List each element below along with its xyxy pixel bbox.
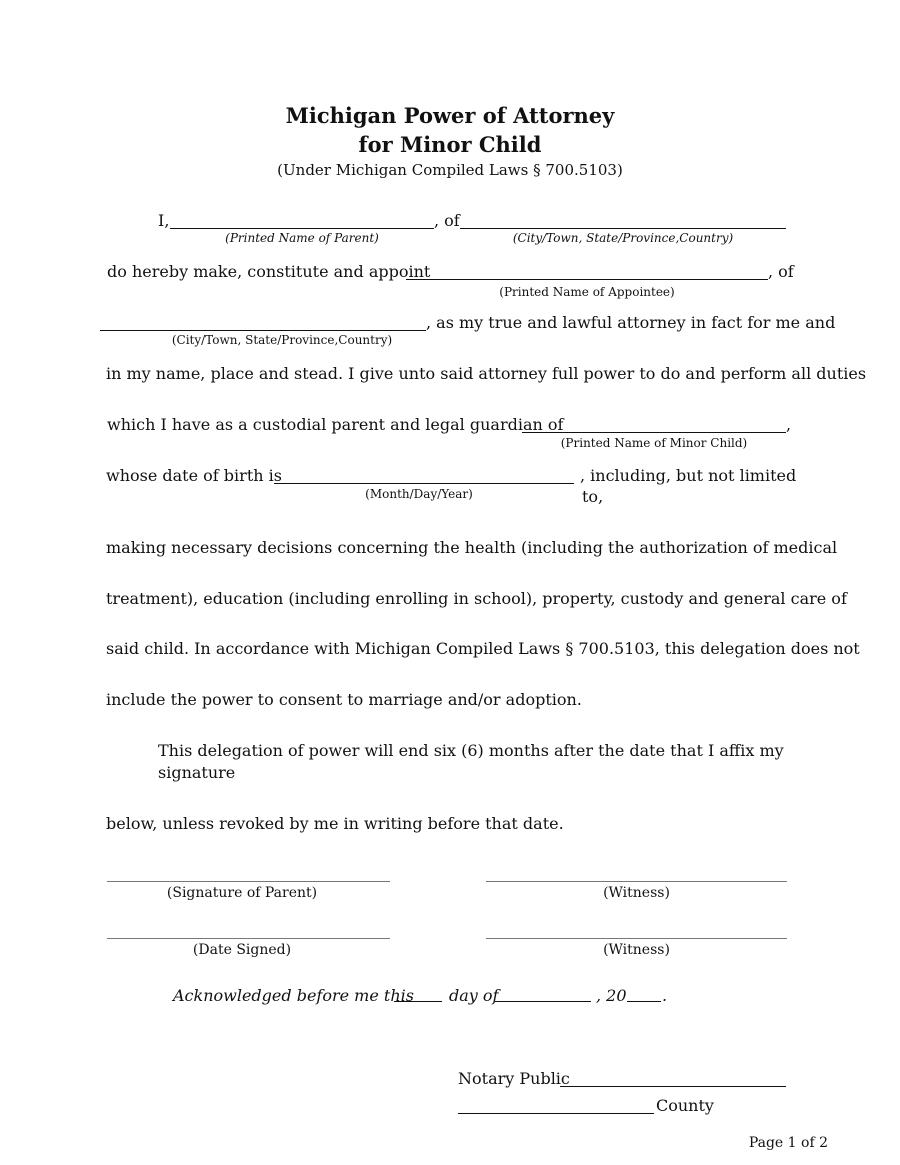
parent-signature-caption: (Signature of Parent) <box>166 885 318 901</box>
to-text: to, <box>582 487 604 506</box>
document-subtitle: (Under Michigan Compiled Laws § 700.5103) <box>277 161 623 179</box>
child-name-field[interactable] <box>522 432 786 433</box>
ack-day-field[interactable] <box>394 1001 442 1002</box>
ack-year-prefix: , 20 <box>596 986 627 1005</box>
appointee-location-caption: (City/Town, State/Province,Country) <box>171 333 393 347</box>
parent-location-field[interactable] <box>460 228 786 229</box>
delegation-line-2: signature <box>158 763 236 782</box>
notary-public-field[interactable] <box>560 1086 786 1087</box>
parent-name-caption: (Printed Name of Parent) <box>225 231 379 245</box>
dob-text: whose date of birth is <box>106 466 282 485</box>
ack-day-of: day of <box>449 986 499 1005</box>
dob-caption: (Month/Day/Year) <box>365 487 473 501</box>
dob-field[interactable] <box>274 483 574 484</box>
child-name-caption: (Printed Name of Minor Child) <box>560 436 748 450</box>
date-signed-field[interactable] <box>107 938 390 939</box>
witness-2-field[interactable] <box>486 938 787 939</box>
ack-year-field[interactable] <box>627 1001 661 1002</box>
appointee-location-field[interactable] <box>100 330 426 331</box>
delegation-line-1: This delegation of power will end six (6) months after the date that I affix my <box>158 741 784 760</box>
ack-before-me: Acknowledged before me this <box>173 986 414 1005</box>
guardian-text: which I have as a custodial parent and legal guardian of <box>107 415 564 434</box>
document-title-line1: Michigan Power of Attorney <box>285 103 615 128</box>
appointee-name-caption: (Printed Name of Appointee) <box>499 285 675 299</box>
county-field[interactable] <box>458 1113 654 1114</box>
appoint-text: do hereby make, constitute and appoint <box>107 262 431 281</box>
stead-text: in my name, place and stead. I give unto said attorney full power to do and perform all duties <box>106 364 867 383</box>
appointee-name-field[interactable] <box>406 279 768 280</box>
body-line-1: making necessary decisions concerning the health (including the authorization of medical <box>106 538 838 557</box>
witness-1-field[interactable] <box>486 881 787 882</box>
notary-public-label: Notary Public <box>458 1069 570 1088</box>
parent-name-field[interactable] <box>170 228 434 229</box>
document-title-line2: for Minor Child <box>358 132 542 157</box>
witness-1-caption: (Witness) <box>603 885 670 901</box>
body-line-4: include the power to consent to marriage and/or adoption. <box>106 690 582 709</box>
body-line-3: said child. In accordance with Michigan Compiled Laws § 700.5103, this delegation does not <box>106 639 860 658</box>
parent-location-caption: (City/Town, State/Province,Country) <box>512 231 734 245</box>
i-prefix: I, <box>158 211 170 230</box>
body-line-2: treatment), education (including enrolling in school), property, custody and general care of <box>106 589 847 608</box>
guardian-comma: , <box>786 415 792 434</box>
of-label: , of <box>434 211 460 230</box>
including-text: , including, but not limited <box>580 466 797 485</box>
attorney-text: , as my true and lawful attorney in fact for me and <box>426 313 836 332</box>
date-signed-caption: (Date Signed) <box>192 942 292 958</box>
ack-month-field[interactable] <box>495 1001 591 1002</box>
witness-2-caption: (Witness) <box>603 942 670 958</box>
of-label-2: , of <box>768 262 794 281</box>
county-label: County <box>656 1096 714 1115</box>
parent-signature-field[interactable] <box>107 881 390 882</box>
ack-period: . <box>662 986 668 1005</box>
page-number: Page 1 of 2 <box>748 1135 828 1151</box>
revoke-line: below, unless revoked by me in writing before that date. <box>106 814 564 833</box>
